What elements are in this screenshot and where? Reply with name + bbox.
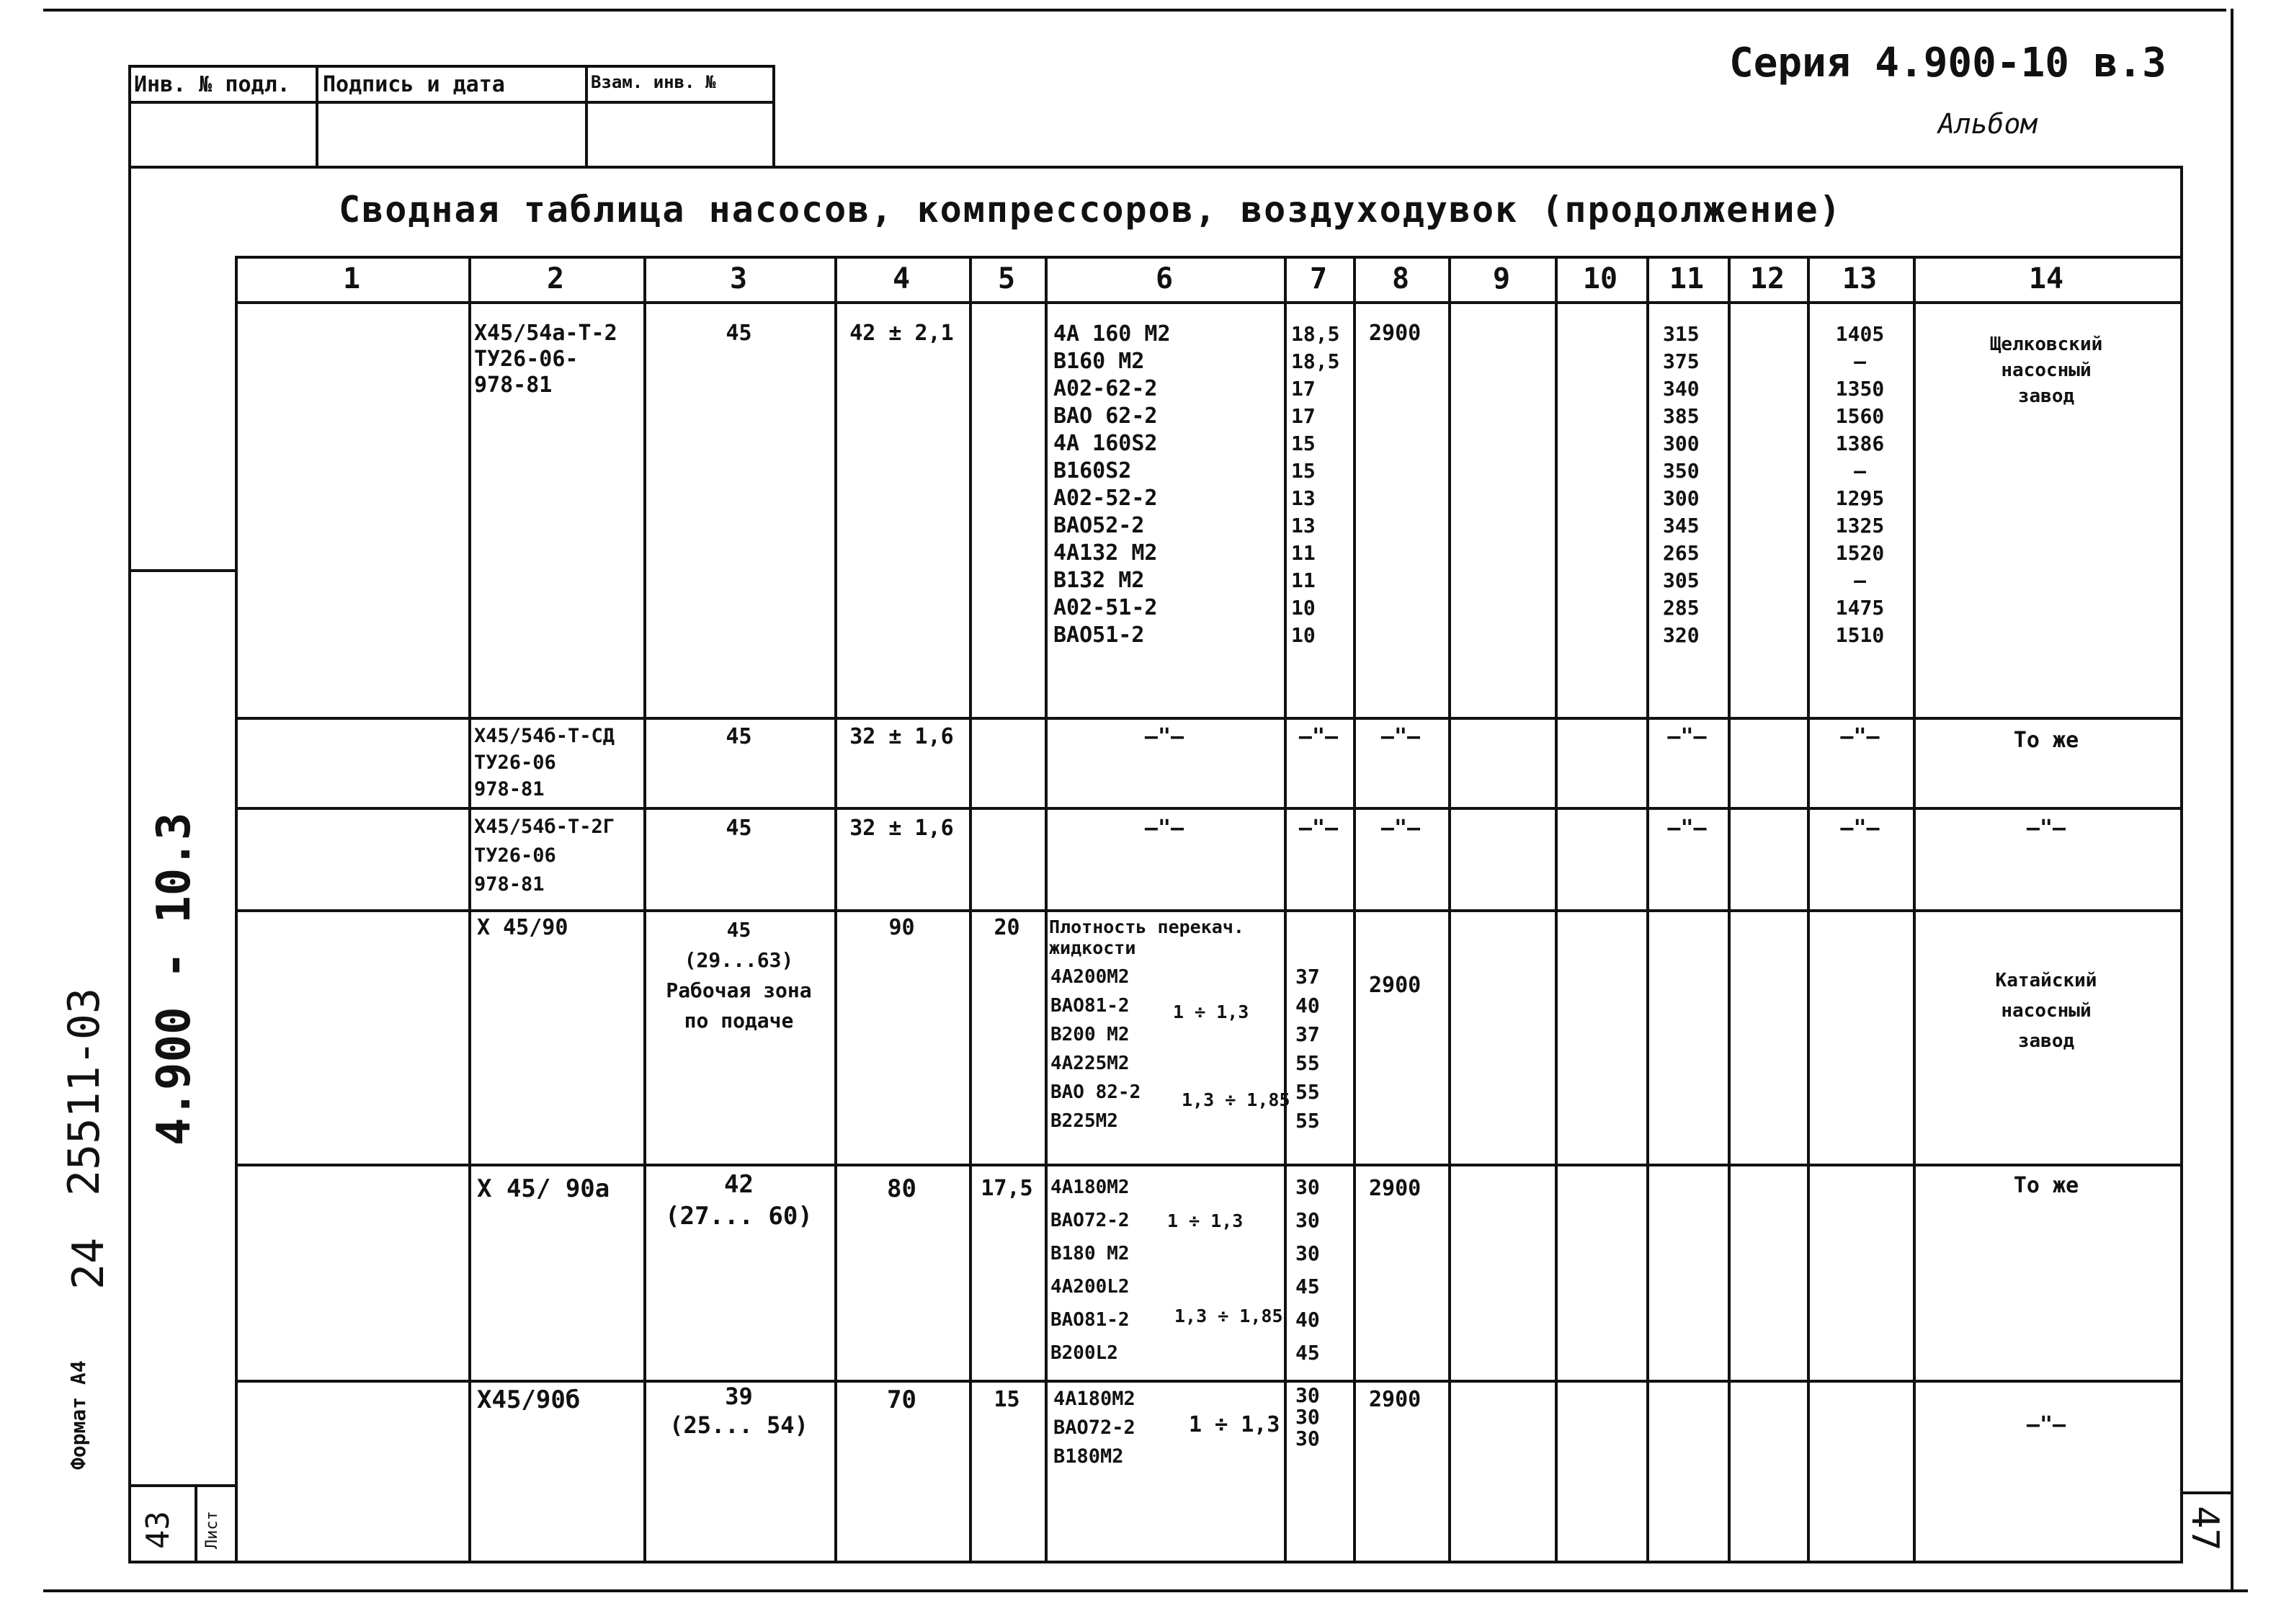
power-value: 10 (1291, 623, 1316, 647)
motor: 4А 160S2 (1053, 431, 1158, 456)
inv-code-vertical: 25511-03 (59, 988, 110, 1196)
power-value: 30 (1295, 1383, 1320, 1407)
mass-value: 345 (1663, 514, 1700, 537)
motor: А02-62-2 (1053, 376, 1158, 401)
power-value: 30 (1295, 1208, 1320, 1232)
col-line-14 (1913, 256, 1916, 1563)
col-line-10 (1555, 256, 1558, 1563)
row3-c4: 32 ± 1,6 (849, 816, 954, 841)
left-margin-sep (128, 569, 236, 572)
row6-c14: –"– (2026, 1412, 2066, 1437)
row2-c4: 32 ± 1,6 (849, 724, 954, 749)
motor: 4А200М2 (1050, 966, 1130, 988)
format-label: Формат А4 (66, 1360, 90, 1470)
mass-value: 385 (1663, 404, 1700, 428)
series-label: Серия 4.900-10 в.3 (1729, 40, 2166, 86)
row5-density-2: 1,3 ÷ 1,85 (1174, 1306, 1283, 1326)
row2-c13: –"– (1840, 724, 1880, 749)
row4-density-2: 1,3 ÷ 1,85 (1182, 1089, 1290, 1110)
motor: 4А200L2 (1050, 1276, 1130, 1298)
list-label: Лист (203, 1511, 221, 1549)
row6-c4: 70 (887, 1386, 916, 1414)
mass-value: 340 (1663, 377, 1700, 401)
stamp-vzam-label: Взам. инв. № (591, 72, 716, 92)
size-value: 1475 (1835, 596, 1885, 620)
motor: 4А180М2 (1050, 1177, 1130, 1198)
motor: В160 М2 (1053, 349, 1145, 374)
power-value: 17 (1291, 404, 1316, 428)
power-value: 17 (1291, 377, 1316, 401)
right-border (2231, 9, 2233, 1591)
mass-value: 350 (1663, 459, 1700, 483)
frame-bottom (128, 1561, 2182, 1563)
stamp-div-2 (585, 65, 588, 166)
row5-model: Х 45/ 90а (477, 1174, 610, 1203)
stamp-sign-label: Подпись и дата (323, 72, 505, 97)
row1-c14: Щелковский насосный завод (1989, 334, 2103, 407)
row1-c11 (1663, 321, 1700, 649)
page-title: Сводная таблица насосов, компрессоров, воздуходувок (продолжение) (339, 189, 1842, 231)
size-value: 1295 (1835, 486, 1885, 510)
motor: В225М2 (1050, 1110, 1118, 1132)
row3-c6: –"– (1144, 816, 1184, 841)
motor: 4А 160 М2 (1053, 321, 1171, 347)
frame-left-outer (128, 65, 131, 1563)
col-line-3 (643, 256, 646, 1563)
row1-c7 (1291, 321, 1339, 649)
row3-c3: 45 (726, 816, 752, 841)
top-border (43, 9, 2226, 12)
size-value: 1405 (1835, 322, 1885, 346)
motor: ВАО 62-2 (1053, 403, 1158, 429)
power-value: 18,5 (1291, 322, 1340, 346)
power-value: 30 (1295, 1427, 1320, 1450)
row3-c11: –"– (1667, 816, 1707, 841)
row6-c7 (1295, 1385, 1320, 1450)
list-number: 43 (140, 1511, 177, 1549)
row6-c5: 15 (994, 1387, 1020, 1412)
list-box-top (128, 1484, 235, 1487)
bottom-border (43, 1589, 2248, 1592)
power-value: 15 (1291, 432, 1316, 455)
power-value: 40 (1295, 994, 1320, 1017)
table-top (235, 256, 2180, 259)
size-value: 1350 (1835, 377, 1885, 401)
row4-c5: 20 (994, 915, 1020, 940)
row4-c7 (1295, 963, 1320, 1136)
col-line-2 (468, 256, 471, 1563)
motor: 4А132 М2 (1053, 540, 1158, 566)
row2-c8: –"– (1380, 724, 1421, 749)
motor: ВАО52-2 (1053, 513, 1145, 538)
row6-c8: 2900 (1369, 1387, 1422, 1412)
row3-c7: –"– (1298, 816, 1339, 841)
row5-c14: То же (2013, 1173, 2079, 1198)
motor: В200L2 (1050, 1342, 1118, 1364)
power-value: 13 (1291, 486, 1316, 510)
power-value: 45 (1295, 1341, 1320, 1365)
motor: 4А180М2 (1053, 1388, 1135, 1410)
power-value: 40 (1295, 1308, 1320, 1331)
row4-density-note: Плотность перекач. жидкости (1049, 916, 1244, 958)
col-line-7 (1284, 256, 1287, 1563)
mass-value: 300 (1663, 486, 1700, 510)
stamp-div-1 (316, 65, 318, 166)
mass-value: 315 (1663, 322, 1700, 346)
row-sep-1 (235, 717, 2180, 720)
row4-model: Х 45/90 (477, 915, 568, 940)
list-box-mid (195, 1484, 197, 1562)
row4-c14: Катайский насосный завод (1995, 970, 2097, 1052)
motor: ВАО81-2 (1050, 995, 1130, 1017)
row-sep-3 (235, 909, 2180, 912)
row1-c13 (1807, 321, 1913, 649)
size-value: – (1854, 349, 1866, 373)
row4-c4: 90 (888, 915, 915, 940)
motor: В180М2 (1053, 1445, 1124, 1468)
row2-c3: 45 (726, 724, 752, 749)
row4-motors (1050, 963, 1141, 1136)
row2-c6: –"– (1144, 724, 1184, 749)
row1-c3: 45 (726, 321, 752, 346)
stamp-mid (128, 101, 774, 104)
sheet-small-vertical: 24 (63, 1237, 114, 1290)
power-value: 45 (1295, 1275, 1320, 1298)
power-value: 55 (1295, 1051, 1320, 1075)
stamp-top (128, 65, 774, 68)
motor: ВАО51-2 (1053, 623, 1145, 648)
row3-c8: –"– (1380, 816, 1421, 841)
stamp-div-3 (772, 65, 775, 166)
power-value: 30 (1295, 1405, 1320, 1429)
power-value: 15 (1291, 459, 1316, 483)
motor: В160S2 (1053, 458, 1132, 483)
col-line-6 (1045, 256, 1048, 1563)
mass-value: 305 (1663, 568, 1700, 592)
page-box-top (2180, 1491, 2231, 1494)
size-value: 1510 (1835, 623, 1885, 647)
row3-c13: –"– (1840, 816, 1880, 841)
size-value: 1325 (1835, 514, 1885, 537)
row4-c3: 45 (29...63) Рабочая зона по подаче (666, 918, 812, 1032)
motor: В132 М2 (1053, 568, 1145, 593)
row2-model: Х45/54б-Т-СД ТУ26-06 978-81 (474, 725, 615, 800)
row2-c11: –"– (1667, 724, 1707, 749)
mass-value: 375 (1663, 349, 1700, 373)
power-value: 10 (1291, 596, 1316, 620)
page-number: 47 (2183, 1506, 2226, 1551)
mass-value: 320 (1663, 623, 1700, 647)
row5-c3: 42 (27... 60) (665, 1170, 813, 1231)
col-line-11 (1646, 256, 1649, 1563)
motor: ВАО 82-2 (1050, 1081, 1141, 1103)
power-value: 11 (1291, 541, 1316, 565)
size-value: 1520 (1835, 541, 1885, 565)
motor: А02-51-2 (1053, 595, 1158, 620)
mass-value: 265 (1663, 541, 1700, 565)
power-value: 11 (1291, 568, 1316, 592)
mass-value: 285 (1663, 596, 1700, 620)
stamp-inv-label: Инв. № подл. (134, 72, 290, 97)
motor: ВАО72-2 (1050, 1210, 1130, 1231)
power-value: 37 (1295, 1022, 1320, 1046)
size-value: 1560 (1835, 404, 1885, 428)
row5-c4: 80 (887, 1174, 916, 1203)
row5-motors (1050, 1171, 1130, 1370)
row6-c3: 39 (25... 54) (669, 1383, 808, 1439)
row-sep-2 (235, 807, 2180, 810)
size-value: 1386 (1835, 432, 1885, 455)
power-value: 30 (1295, 1241, 1320, 1265)
power-value: 30 (1295, 1175, 1320, 1199)
row3-model: Х45/54б-Т-2Г ТУ26-06 978-81 (474, 816, 615, 896)
row2-c7: –"– (1298, 724, 1339, 749)
row6-motors (1053, 1385, 1135, 1471)
row2-c14: То же (2013, 728, 2079, 753)
row3-c14: –"– (2026, 816, 2066, 841)
row5-c7 (1295, 1171, 1320, 1370)
col-line-12 (1728, 256, 1731, 1563)
row1-motors (1053, 321, 1171, 649)
power-value: 18,5 (1291, 349, 1340, 373)
row4-c8: 2900 (1369, 973, 1422, 998)
row6-model: Х45/90б (477, 1386, 581, 1414)
motor: ВАО81-2 (1050, 1309, 1130, 1331)
motor: 4А225М2 (1050, 1053, 1130, 1074)
row1-c4: 42 ± 2,1 (849, 321, 954, 346)
doc-code-vertical: 4.900 - 10.3 (148, 812, 201, 1146)
size-value: – (1854, 459, 1866, 483)
colnum-bottom (235, 301, 2180, 304)
motor: В200 М2 (1050, 1024, 1130, 1045)
power-value: 55 (1295, 1080, 1320, 1104)
row-sep-4 (235, 1164, 2180, 1166)
col-line-9 (1448, 256, 1451, 1563)
power-value: 55 (1295, 1109, 1320, 1133)
row-sep-5 (235, 1380, 2180, 1383)
power-value: 37 (1295, 965, 1320, 989)
size-value: – (1854, 568, 1866, 592)
row1-model: Х45/54а-Т-2 ТУ26-06- 978-81 (474, 321, 617, 398)
frame-right (2180, 166, 2183, 1563)
list-box-left (128, 1484, 131, 1562)
motor: ВАО72-2 (1053, 1416, 1135, 1439)
mass-value: 300 (1663, 432, 1700, 455)
col-line-5 (969, 256, 972, 1563)
motor: А02-52-2 (1053, 486, 1158, 511)
row1-c8: 2900 (1369, 321, 1422, 346)
row6-density-1: 1 ÷ 1,3 (1189, 1412, 1280, 1437)
album-label: Альбом (1938, 108, 2038, 140)
row5-c8: 2900 (1369, 1176, 1422, 1201)
motor: В180 М2 (1050, 1243, 1130, 1264)
row4-density-1: 1 ÷ 1,3 (1173, 1001, 1249, 1022)
row5-c5: 17,5 (981, 1176, 1033, 1201)
power-value: 13 (1291, 514, 1316, 537)
frame-top (128, 166, 2182, 169)
row5-density-1: 1 ÷ 1,3 (1167, 1210, 1244, 1231)
col-line-8 (1353, 256, 1356, 1563)
col-line-4 (834, 256, 837, 1563)
